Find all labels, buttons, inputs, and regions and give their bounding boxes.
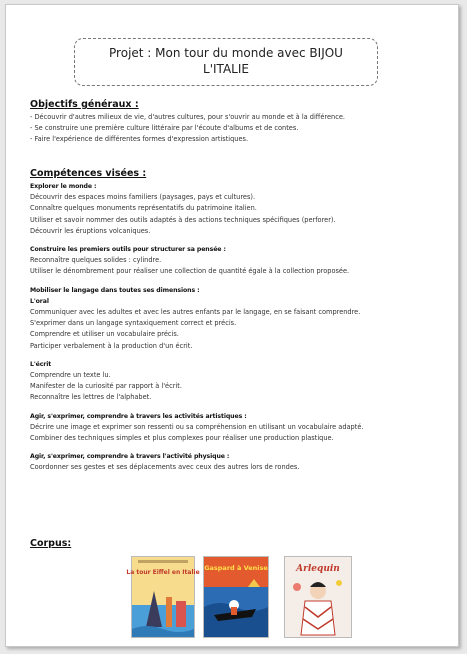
outils-item: Utiliser le dénombrement pour réaliser une collection de quantité égale à la collection proposée. bbox=[30, 267, 350, 276]
physique-item: Coordonner ses gestes et ses déplacements avec ceux des autres lors de rondes. bbox=[30, 463, 300, 472]
book-title-tour-eiffel: La tour Eiffel en Italie bbox=[126, 569, 200, 576]
objectif-item: - Faire l'expérience de différentes formes d'expression artistiques. bbox=[30, 135, 249, 144]
artistiques-title: Agir, s'exprimer, comprendre à travers les activités artistiques : bbox=[30, 412, 247, 420]
objectifs-list bbox=[30, 112, 440, 146]
objectif-item: - Se construire une première culture littéraire par l'écoute d'albums et de contes. bbox=[30, 124, 299, 133]
book-title-gaspard: Gaspard à Venise bbox=[204, 564, 268, 572]
ecrit-item: Comprendre un texte lu. bbox=[30, 371, 111, 380]
oral-item: Comprendre et utiliser un vocabulaire précis. bbox=[30, 330, 179, 339]
artistiques-item: Décrire une image et exprimer son ressenti ou sa compréhension en utilisant un vocabulaire adapté. bbox=[30, 422, 364, 431]
oral-item: Communiquer avec les adultes et avec les autres enfants par le langage, en se faisant comprendre. bbox=[30, 308, 361, 317]
ecrit-title: L'écrit bbox=[30, 360, 52, 368]
physique-title: Agir, s'exprimer, comprendre à travers l'activité physique : bbox=[30, 453, 230, 461]
project-subtitle: L'ITALIE bbox=[203, 62, 249, 76]
document-page bbox=[5, 4, 459, 647]
arlequin-illustration bbox=[285, 557, 351, 637]
book-title-arlequin: Arlequin bbox=[296, 564, 340, 574]
monde-item: Découvrir les éruptions volcaniques. bbox=[30, 226, 151, 235]
monde-item: Utiliser et savoir nommer des outils adaptés à des actions techniques spécifiques (perforer). bbox=[30, 215, 336, 224]
ecrit-item: Manifester de la curiosité par rapport à l'écrit. bbox=[30, 382, 182, 391]
oral-item: S'exprimer dans un langage syntaxiquement correct et précis. bbox=[30, 319, 237, 328]
monde-title: Explorer le monde : bbox=[30, 183, 97, 190]
project-title-box bbox=[74, 38, 378, 86]
artistiques-item: Combiner des techniques simples et plus complexes pour réaliser une production plastique. bbox=[30, 434, 334, 443]
competences-block bbox=[30, 181, 440, 474]
oral-title: L'oral bbox=[30, 297, 49, 305]
competences-heading: Compétences visées : bbox=[30, 168, 147, 179]
monde-item: Découvrir des espaces moins familiers (paysages, pays et cultures). bbox=[30, 193, 256, 202]
book-cover-arlequin bbox=[284, 556, 352, 638]
book-cover-gaspard bbox=[203, 556, 269, 638]
outils-item: Reconnaître quelques solides : cylindre. bbox=[30, 256, 162, 265]
tour-eiffel-illustration bbox=[126, 557, 200, 637]
monde-item: Connaître quelques monuments représentatifs du patrimoine italien. bbox=[30, 204, 257, 213]
project-title: Projet : Mon tour du monde avec BIJOU bbox=[109, 46, 343, 60]
objectif-item: - Découvrir d'autres milieux de vie, d'autres cultures, pour s'ouvrir au monde et à la différence. bbox=[30, 113, 345, 121]
ecrit-item: Reconnaître les lettres de l'alphabet. bbox=[30, 393, 152, 402]
langage-title: Mobiliser le langage dans toutes ses dimensions : bbox=[30, 286, 200, 294]
corpus-heading: Corpus: bbox=[30, 538, 72, 549]
oral-item: Participer verbalement à la production d'un écrit. bbox=[30, 341, 193, 350]
gaspard-illustration bbox=[204, 557, 268, 637]
book-cover-tour-eiffel bbox=[126, 556, 200, 638]
outils-title: Construire les premiers outils pour structurer sa pensée : bbox=[30, 246, 226, 254]
objectifs-heading: Objectifs généraux : bbox=[30, 99, 139, 110]
